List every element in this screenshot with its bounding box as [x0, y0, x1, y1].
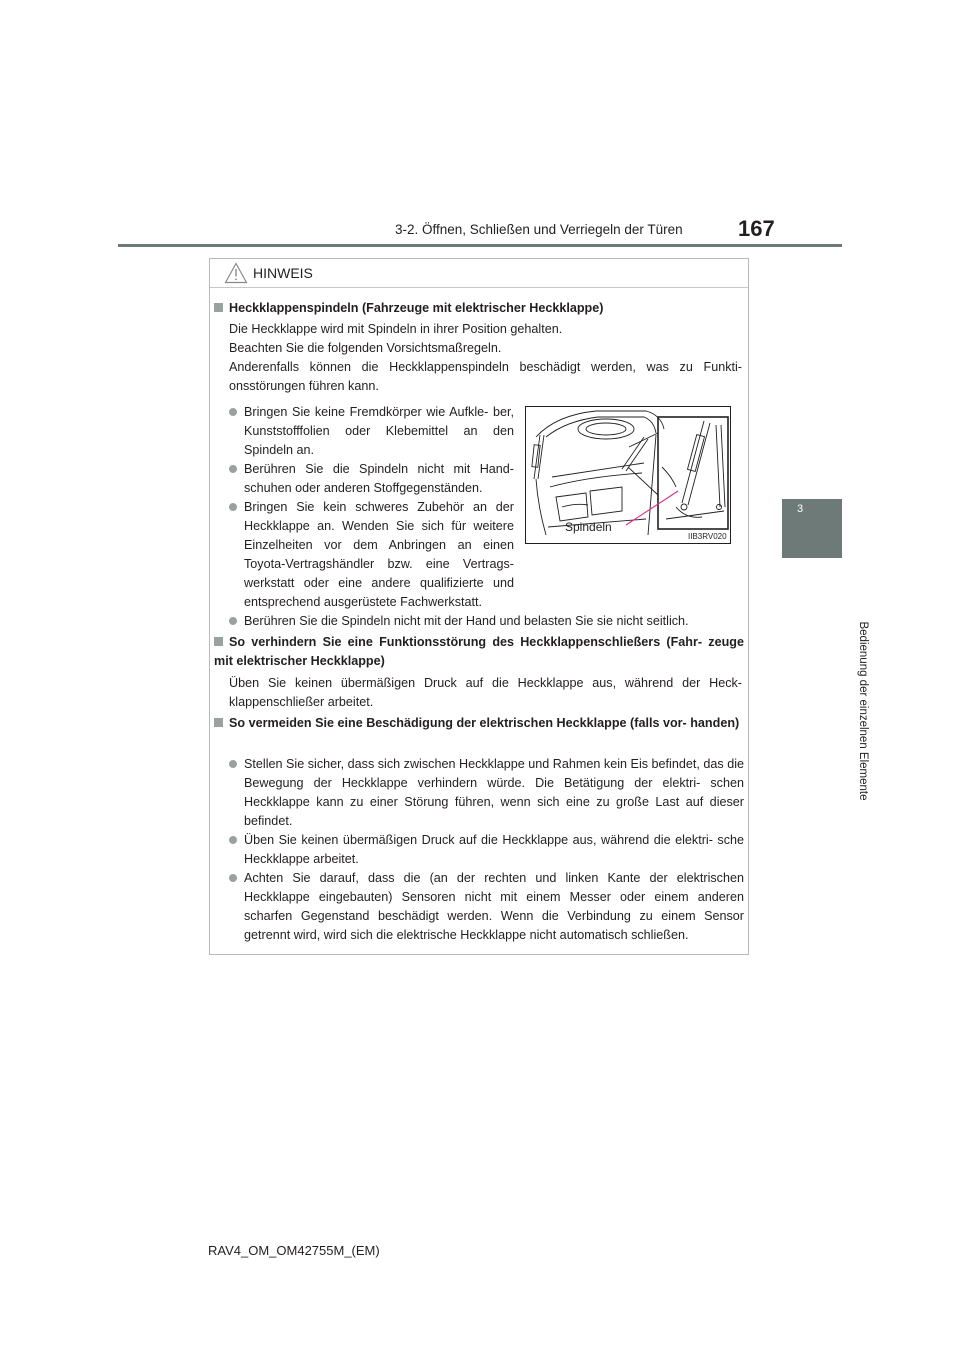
list-item: Bringen Sie keine Fremdkörper wie Aufkle- ber, Kunststofffolien oder Klebemittel an den Spindeln an. [229, 403, 514, 460]
tailgate-drawing [526, 407, 731, 544]
section-heading-power-tailgate: So vermeiden Sie eine Beschädigung der elektrischen Heckklappe (falls vor- handen) [214, 714, 744, 733]
bullet-dot-icon [229, 408, 237, 416]
section-body-closer: Üben Sie keinen übermäßigen Druck auf die Heckklappe aus, während der Heck- klappenschließer arbeitet. [229, 676, 742, 709]
square-bullet-icon [214, 303, 223, 312]
section-intro: Die Heckklappe wird mit Spindeln in ihrer Position gehalten. Beachten Sie die folgenden Vorsichtsmaßregeln. Anderenfalls können die Heckklappenspindeln beschädigt werden, was zu Funkti- onsstörungen führen kann. [229, 322, 742, 393]
footer-model-code: RAV4_OM_OM42755M_(EM) [208, 1243, 380, 1258]
warning-triangle-icon [224, 262, 248, 284]
chapter-tab [782, 499, 842, 558]
bullet-dot-icon [229, 503, 237, 511]
running-head: 3-2. Öffnen, Schließen und Verriegeln der Türen [395, 222, 683, 237]
list-item: Bringen Sie kein schweres Zubehör an der Heckklappe an. Wenden Sie sich für weitere Einzelheiten vor dem Anbringen an einen Toyota-Vertragshändler bzw. eine Vertrags- werkstatt oder eine andere qualifizierte und entsprechend ausgerüstete Fachwerkstatt. [229, 498, 514, 612]
bullet-dot-icon [229, 617, 237, 625]
figure-code: IIB3RV020 [688, 532, 727, 541]
list-item: Achten Sie darauf, dass die (an der rechten und linken Kante der elektrischen Heckklappe eingebauten) Sensoren nicht mit einem Messer oder einem anderen scharfen Gegenstand beschädigt werden. Wenn die Verbindung zu einem Sensor getrennt wird, wird sich die elektrische Heckklappe nicht automatisch schließen. [229, 869, 744, 945]
section-heading-closer: So verhindern Sie eine Funktionsstörung des Heckklappenschließers (Fahr- zeuge mit elektrischer Heckklappe) [214, 635, 744, 668]
header-rule [118, 244, 842, 247]
bullet-dot-icon [229, 465, 237, 473]
section-heading-spindles: Heckklappenspindeln (Fahrzeuge mit elektrischer Heckklappe) [214, 299, 744, 318]
bullet-dot-icon [229, 760, 237, 768]
chapter-title: Bedienung der einzelnen Elemente [857, 621, 869, 801]
page-number: 167 [738, 216, 775, 241]
chapter-number: 3 [796, 503, 804, 515]
square-bullet-icon [214, 637, 223, 646]
list-item: Üben Sie keinen übermäßigen Druck auf die Heckklappe aus, während die elektri- sche Heckklappe arbeitet. [229, 831, 744, 869]
notice-title: HINWEIS [253, 265, 313, 281]
bullet-dot-icon [229, 836, 237, 844]
callout-line [626, 491, 678, 525]
bullet-dot-icon [229, 874, 237, 882]
figure-label: Spindeln [565, 520, 612, 534]
list-item: Berühren Sie die Spindeln nicht mit der Hand und belasten Sie sie nicht seitlich. [229, 612, 744, 631]
list-item: Berühren Sie die Spindeln nicht mit Hand- schuhen oder anderen Stoffgegenständen. [229, 460, 514, 498]
notice-header-divider [210, 287, 748, 288]
square-bullet-icon [214, 718, 223, 727]
tailgate-spindle-illustration [525, 406, 731, 544]
list-item: Stellen Sie sicher, dass sich zwischen Heckklappe und Rahmen kein Eis befindet, das die Bewegung der Heckklappe verhindern würde. Die Betätigung der elektri- schen Heckklappe kann zu einer Störung führen, wenn sich eine zu große Last auf dieser befindet. [229, 755, 744, 831]
